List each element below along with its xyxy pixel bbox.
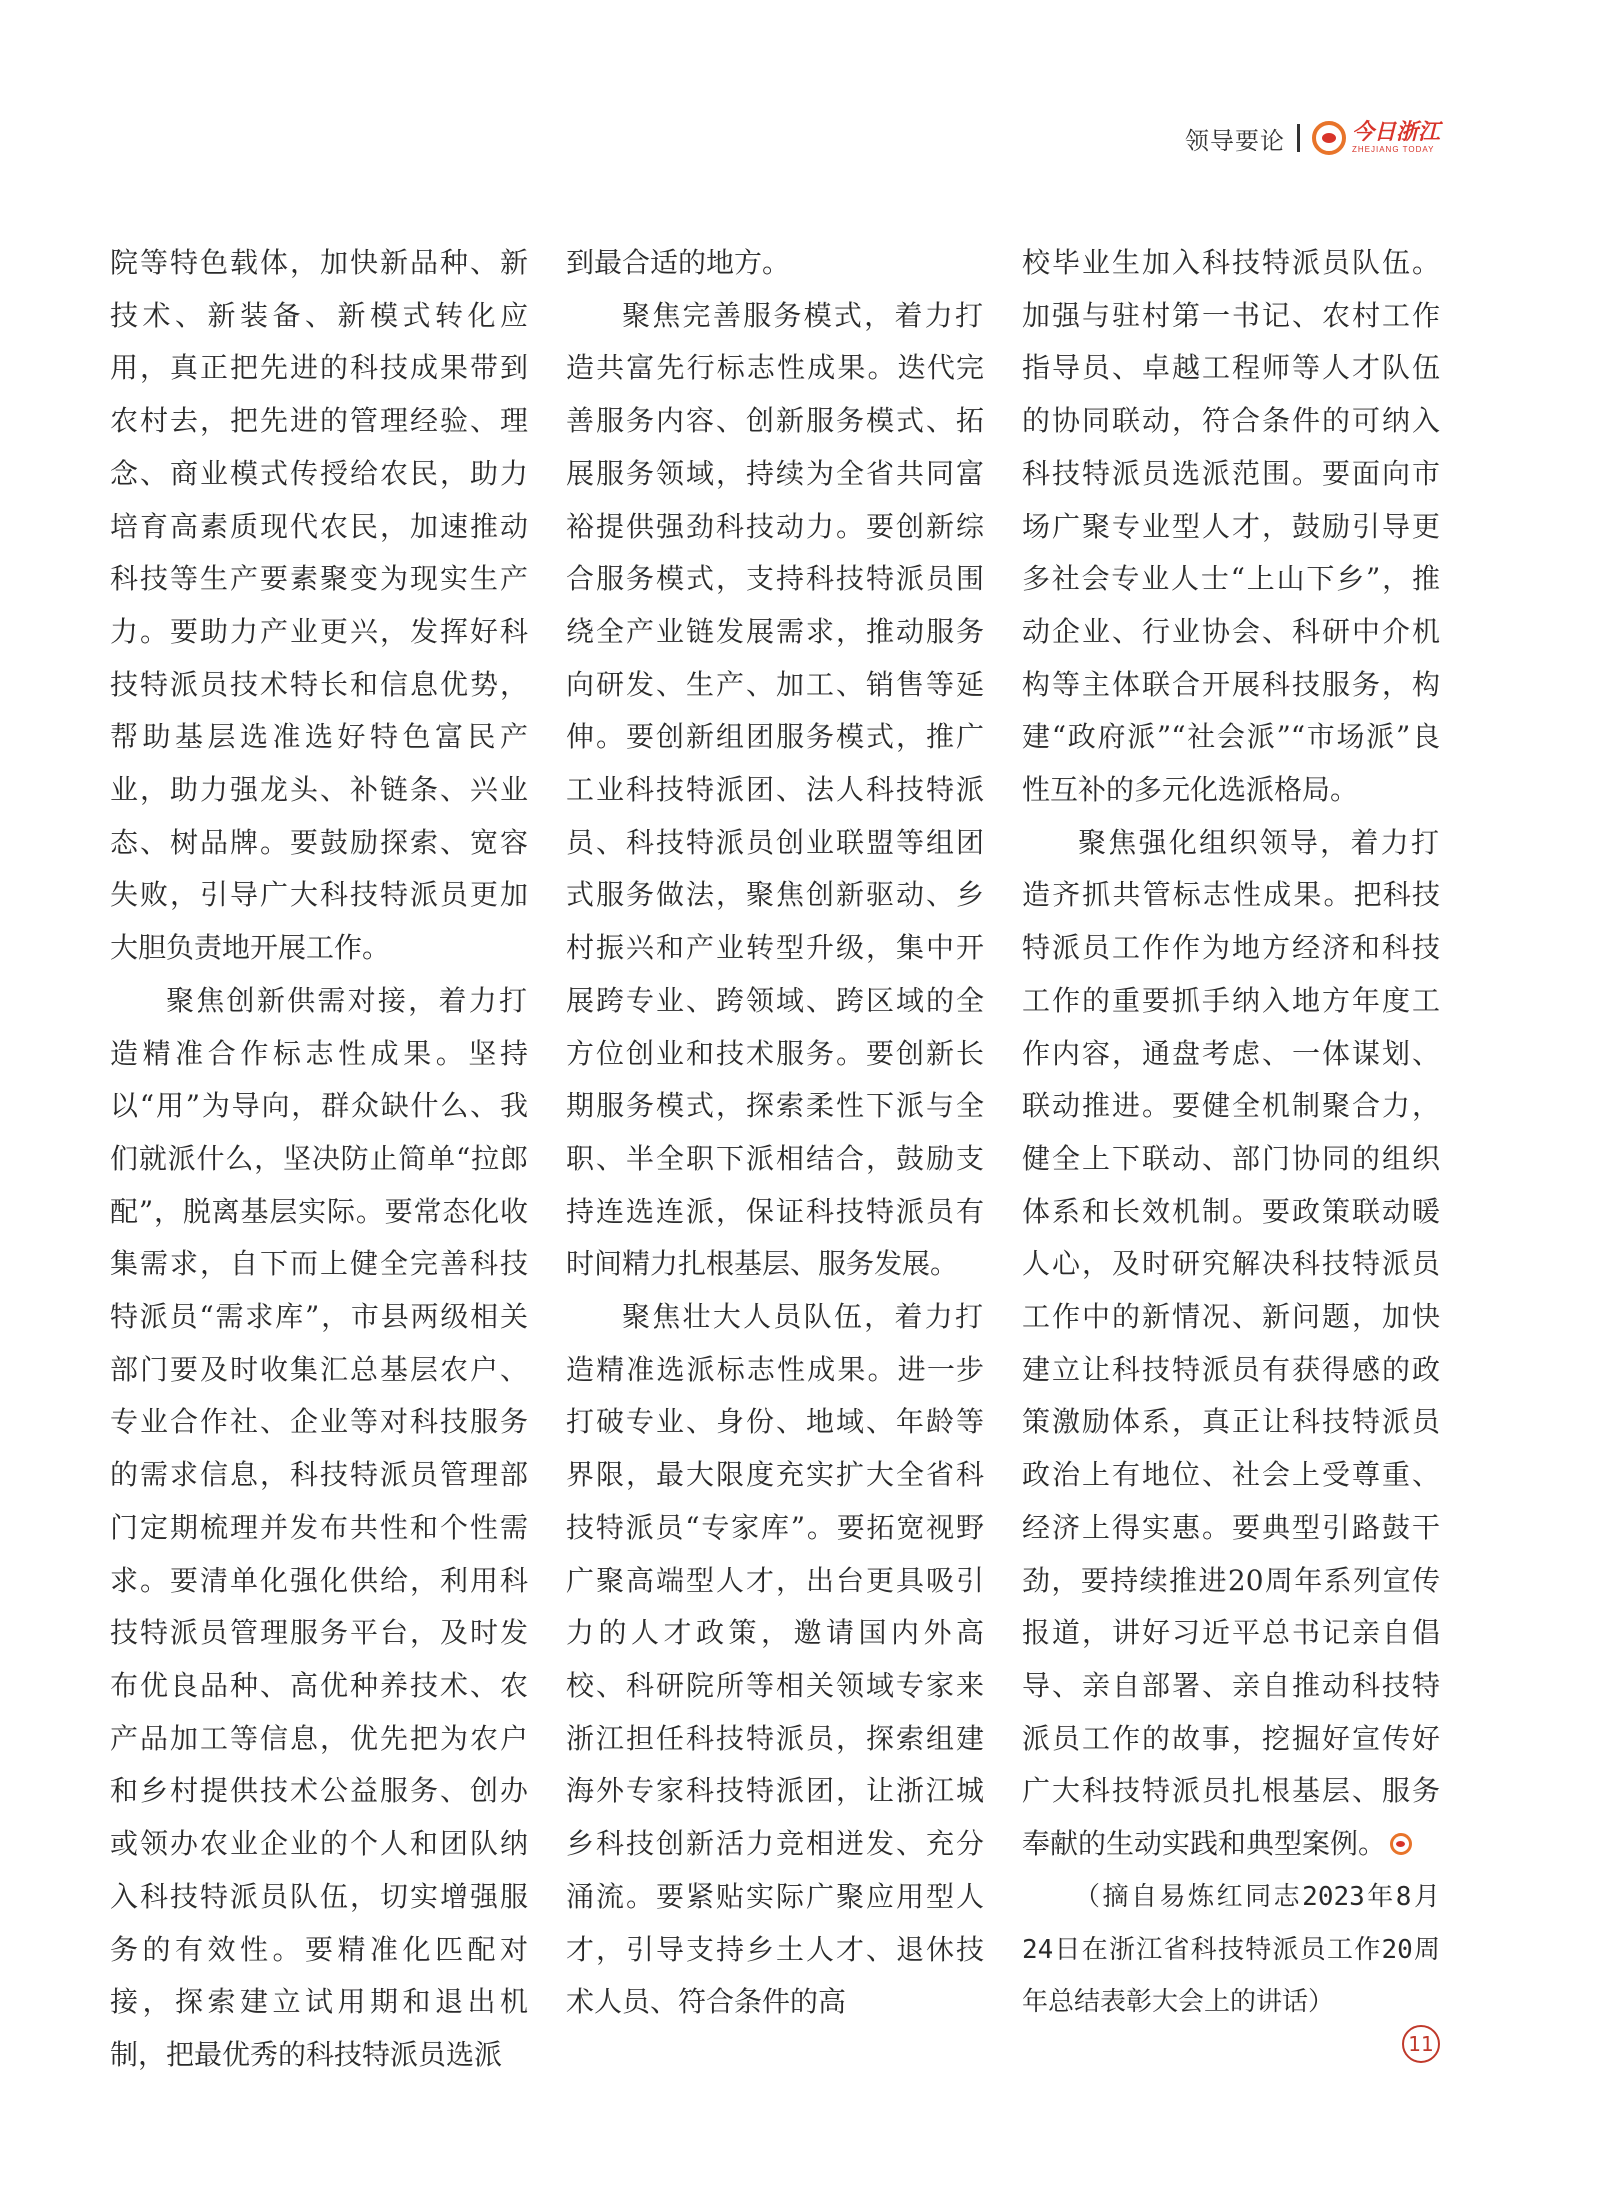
paragraph-heading: 聚焦创新供需对接，着力打造精准合作标志性成果。 xyxy=(110,983,528,1070)
paragraph-heading: 聚焦完善服务模式，着力打造共富先行标志性成果。 xyxy=(566,298,984,385)
paragraph: 院等特色载体，加快新品种、新技术、新装备、新模式转化应用，真正把先进的科技成果带到农村去，把先进的管理经验、理念、商业模式传授给农民，助力培育高素质现代农民，加速推动科技等生产要素聚变为现实生产力。要助力产业更兴，发挥好科技特派员技术特长和信息优势，帮助基层选准选好特色富民产业，助力强龙头、补链条、兴业态、树品牌。要鼓励探索、宽容失败，引导广大科技特派员更加大胆负责地开展工作。 xyxy=(110,246,528,965)
logo-text xyxy=(1352,122,1440,154)
paragraph: 校毕业生加入科技特派员队伍。加强与驻村第一书记、农村工作指导员、卓越工程师等人才队伍的协同联动，符合条件的可纳入科技特派员选派范围。要面向市场广聚专业型人才，鼓励引导更多社会专业人士“上山下乡”，推动企业、行业协会、科研中介机构等主体联合开展科技服务，构建“政府派”“社会派”“市场派”良性互补的多元化选派格局。 xyxy=(1022,246,1440,807)
paragraph xyxy=(1022,817,1440,1871)
paragraph-text: 迭代完善服务内容、创新服务模式、拓展服务领域，持续为全省共同富裕提供强劲科技动力。要创新综合服务模式，支持科技特派员围绕全产业链发展需求，推动服务向研发、生产、加工、销售等延伸。要创新组团服务模式，推广工业科技特派团、法人科技特派员、科技特派员创业联盟等组团式服务做法，聚焦创新驱动、乡村振兴和产业转型升级，集中开展跨专业、跨领域、跨区域的全方位创业和技术服务。要创新长期服务模式，探索柔性下派与全职、半全职下派相结合，鼓励支持连选连派，保证科技特派员有时间精力扎根基层、服务发展。 xyxy=(566,351,984,1281)
logo-chinese: 今日浙江 xyxy=(1351,120,1440,145)
section-title: 领导要论 xyxy=(1184,126,1285,155)
zhejiang-today-logo xyxy=(1312,121,1440,155)
paragraph xyxy=(566,290,984,1291)
article-body xyxy=(110,237,1440,2082)
end-mark-icon xyxy=(1390,1833,1412,1855)
paragraph-text: 进一步打破专业、身份、地域、年龄等界限，最大限度充实扩大全省科技特派员“专家库”。要拓宽视野广聚高端型人才，出台更具吸引力的人才政策，邀请国内外高校、科研院所等相关领域专家来浙江担任科技特派员，探索组建海外专家科技特派团，让浙江城乡科技创新活力竞相迸发、充分涌流。要紧贴实际广聚应用型人才，引导支持乡土人才、退休技术人员、符合条件的高 xyxy=(566,1352,984,2019)
paragraph xyxy=(110,975,528,2082)
logo-english: ZHEJIANG TODAY xyxy=(1351,145,1435,154)
column-3 xyxy=(1022,237,1440,2082)
paragraph: 到最合适的地方。 xyxy=(566,246,791,279)
page-header xyxy=(1185,118,1440,158)
header-divider xyxy=(1297,124,1300,152)
paragraph-text: 坚持以“用”为导向，群众缺什么、我们就派什么，坚决防止简单“拉郎配”，脱离基层实际。要常态化收集需求，自下而上健全完善科技特派员“需求库”，市县两级相关部门要及时收集汇总基层农户、专业合作社、企业等对科技服务的需求信息，科技特派员管理部门定期梳理并发布共性和个性需求。要清单化强化供给，利用科技特派员管理服务平台，及时发布优良品种、高优种养技术、农产品加工等信息，优先把为农户和乡村提供技术公益服务、创办或领办农业企业的个人和团队纳入科技特派员队伍，切实增强服务的有效性。要精准化匹配对接，探索建立试用期和退出机制，把最优秀的科技特派员选派 xyxy=(110,1036,528,2071)
column-2 xyxy=(566,237,984,2082)
logo-icon xyxy=(1312,121,1346,155)
paragraph-text: 把科技特派员工作作为地方经济和科技工作的重要抓手纳入地方年度工作内容，通盘考虑、一体谋划、联动推进。要健全机制聚合力，健全上下联动、部门协同的组织体系和长效机制。要政策联动暖人心，及时研究解决科技特派员工作中的新情况、新问题，加快建立让科技特派员有获得感的政策激励体系，真正让科技特派员政治上有地位、社会上受尊重、经济上得实惠。要典型引路鼓干劲，要持续推进20周年系列宣传报道，讲好习近平总书记亲自倡导、亲自部署、亲自推动科技特派员工作的故事，挖掘好宣传好广大科技特派员扎根基层、服务奉献的生动实践和典型案例。 xyxy=(1022,878,1440,1861)
column-1 xyxy=(110,237,528,2082)
paragraph-heading: 聚焦壮大人员队伍，着力打造精准选派标志性成果。 xyxy=(566,1300,984,1386)
paragraph-heading: 聚焦强化组织领导，着力打造齐抓共管标志性成果。 xyxy=(1022,825,1440,912)
page-number: 11 xyxy=(1402,2025,1440,2063)
paragraph xyxy=(566,1291,984,2029)
excerpt-note: （摘自易炼红同志2023年8月24日在浙江省科技特派员工作20周年总结表彰大会上的讲话） xyxy=(1022,1881,1440,2018)
